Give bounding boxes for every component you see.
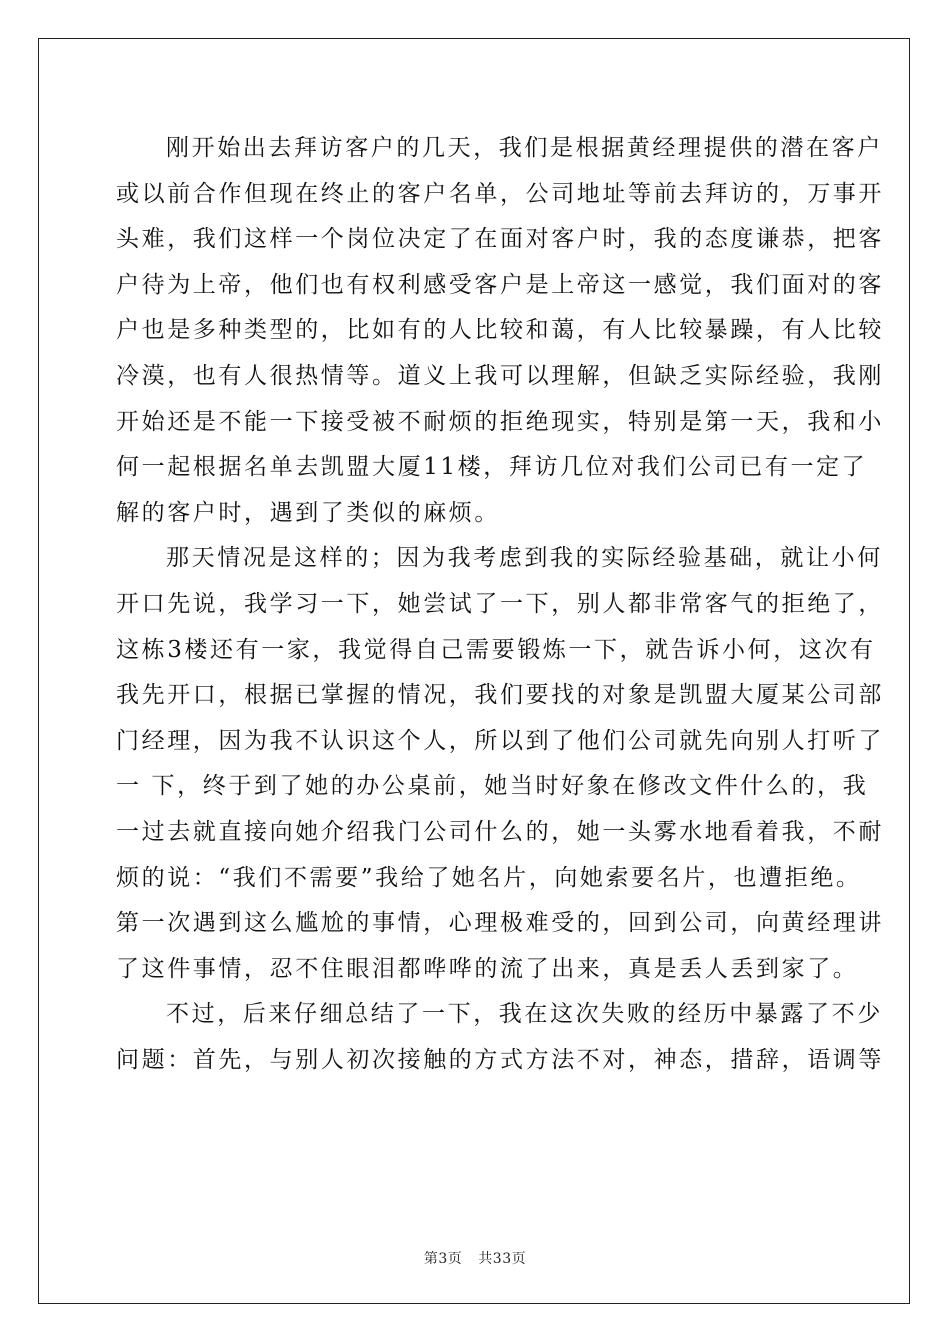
paragraph-1-line-5: 户也是多种类型的，比如有的人比较和蔼，有人比较暴躁，有人比较	[116, 317, 884, 344]
paragraph-1-line-9: 解的客户时，遇到了类似的麻烦。	[116, 499, 500, 526]
paragraph-2-line-10: 了这件事情，忍不住眼泪都哗哗的流了出来，真是丢人丢到家了。	[116, 955, 859, 982]
paragraph-1-line-7: 开始还是不能一下接受被不耐烦的拒绝现实，特别是第一天，我和小	[116, 408, 884, 435]
paragraph-3-line-1: 不过，后来仔细总结了一下，我在这次失败的经历中暴露了不少	[166, 1001, 883, 1028]
page-number: 第3页	[423, 1251, 463, 1267]
paragraph-2-line-3: 这栋3楼还有一家，我觉得自己需要锻炼一下，就告诉小何，这次有	[116, 636, 876, 663]
paragraph-1-line-8: 何一起根据名单去凯盟大厦11楼，拜访几位对我们公司已有一定了	[116, 454, 868, 481]
paragraph-2-line-9: 第一次遇到这么尴尬的事情，心理极难受的，回到公司，向黄经理讲	[116, 910, 884, 937]
paragraph-1-line-4: 户待为上帝，他们也有权利感受客户是上帝这一感觉，我们面对的客	[116, 271, 884, 298]
paragraph-1-line-3: 头难，我们这样一个岗位决定了在面对客户时，我的态度谦恭，把客	[116, 226, 884, 253]
paragraph-1-line-1: 刚开始出去拜访客户的几天，我们是根据黄经理提供的潜在客户	[166, 135, 883, 161]
paragraph-2-line-2: 开口先说，我学习一下，她尝试了一下，别人都非常客气的拒绝了，	[116, 590, 884, 617]
page-footer	[0, 1248, 950, 1268]
paragraph-1-line-2: 或以前合作但现在终止的客户名单，公司地址等前去拜访的，万事开	[116, 180, 884, 207]
paragraph-3-line-2: 问题：首先，与别人初次接触的方式方法不对，神态，措辞，语调等	[116, 1046, 884, 1073]
paragraph-2-line-5: 门经理，因为我不认识这个人，所以到了他们公司就先向别人打听了	[116, 727, 884, 754]
total-pages: 共33页	[478, 1251, 527, 1267]
paragraph-2-line-1: 那天情况是这样的；因为我考虑到我的实际经验基础，就让小何	[166, 545, 883, 572]
paragraph-2-line-4: 我先开口，根据已掌握的情况，我们要找的对象是凯盟大厦某公司部	[116, 682, 884, 709]
paragraph-2-line-6: 一 下，终于到了她的办公桌前，她当时好象在修改文件什么的，我	[116, 773, 869, 800]
paragraph-2-line-7: 一过去就直接向她介绍我门公司什么的，她一头雾水地看着我，不耐	[116, 818, 884, 845]
paragraph-2-line-8: 烦的说：“我们不需要”我给了她名片，向她索要名片，也遭拒绝。	[116, 864, 862, 891]
document-body	[116, 126, 884, 1083]
paragraph-1-line-6: 冷漠，也有人很热情等。道义上我可以理解，但缺乏实际经验，我刚	[116, 362, 884, 389]
